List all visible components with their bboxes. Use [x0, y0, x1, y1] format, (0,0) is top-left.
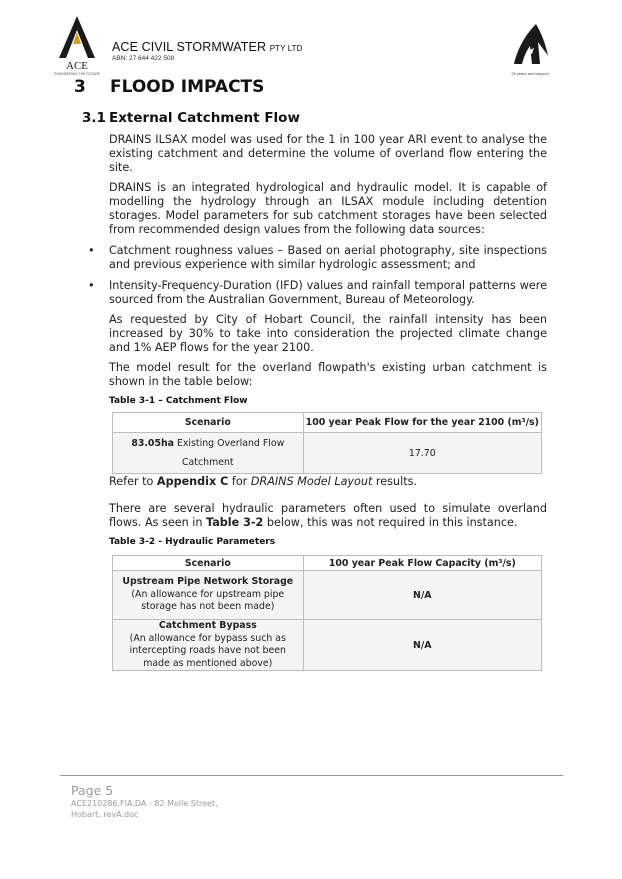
table-row: [113, 620, 542, 671]
ace-logo: [52, 14, 102, 76]
table-cell-scenario: Catchment Bypass (An allowance for bypass such as intercepting roads have not been made as mentioned above): [113, 620, 304, 671]
table-header-cell: 100 year Peak Flow Capacity (m³/s): [303, 556, 541, 571]
table-cell-scenario: 83.05ha Existing Overland Flow Catchment: [113, 433, 304, 474]
company-block: [112, 40, 303, 62]
bullet-1-symbol: •: [88, 244, 95, 257]
table-header-cell: Scenario: [113, 556, 304, 571]
paragraph-3: As requested by City of Hobart Council, the rainfall intensity has been increased by 30% to take into consideration the projected climate change and 1% AEP flows for the year 2100.: [109, 313, 547, 354]
paragraph-1: DRAINS ILSAX model was used for the 1 in 100 year ARI event to analyse the existing catchment and determine the volume of overland flow entering the site.: [109, 133, 547, 174]
table-header-cell: Scenario: [113, 413, 304, 433]
logo-tagline: ENGINEERING THE FUTURE: [53, 72, 101, 76]
document-reference: ACE210286,FIA.DA - 82 Molle Street, Hobart, revA.doc: [71, 799, 218, 819]
table-cell-value: 17.70: [303, 433, 541, 474]
hydraulic-parameters-table: [112, 555, 542, 671]
company-name: ACE CIVIL STORMWATER PTY LTD: [112, 40, 303, 54]
table-2-caption: Table 3-2 - Hydraulic Parameters: [109, 537, 276, 547]
page-number: Page 5: [71, 783, 114, 798]
table-row: [113, 433, 542, 474]
table-row: [113, 571, 542, 620]
footer-divider: [60, 775, 563, 776]
anniversary-logo: [508, 22, 552, 78]
appendix-reference: Refer to Appendix C for DRAINS Model Layout results.: [109, 475, 417, 488]
company-abn: ABN: 27 644 422 508: [112, 55, 175, 62]
table-cell-value: N/A: [303, 571, 541, 620]
bullet-2-text: Intensity-Frequency-Duration (IFD) values and rainfall temporal patterns were sourced from the Australian Government, Bureau of Meteorology.: [109, 279, 547, 306]
table-cell-scenario: Upstream Pipe Network Storage (An allowance for upstream pipe storage has not been made): [113, 571, 304, 620]
table-header-row: [113, 556, 542, 571]
paragraph-4: The model result for the overland flowpath's existing urban catchment is shown in the table below:: [109, 361, 547, 388]
logo-text: ACE: [66, 60, 88, 72]
paragraph-5: There are several hydraulic parameters often used to simulate overland flows. As seen in Table 3-2 below, this was not required in this instance.: [109, 502, 547, 529]
bullet-1-text: Catchment roughness values – Based on aerial photography, site inspections and previous experience with similar hydrologic assessment; and: [109, 244, 547, 271]
table-header-cell: 100 year Peak Flow for the year 2100 (m³/s): [303, 413, 541, 433]
catchment-flow-table: [112, 412, 542, 474]
table-cell-value: N/A: [303, 620, 541, 671]
subsection-heading: 3.1 External Catchment Flow: [82, 110, 300, 126]
paragraph-2: DRAINS is an integrated hydrological and hydraulic model. It is capable of modelling the hydrology through an ILSAX module including detention storages. Model parameters for sub catchment storages have been selected from recommended design values from the following data sources:: [109, 181, 547, 236]
table-header-row: [113, 413, 542, 433]
bullet-2-symbol: •: [88, 279, 95, 292]
table-1-caption: Table 3-1 – Catchment Flow: [109, 396, 248, 406]
section-heading: 3 FLOOD IMPACTS: [74, 77, 265, 97]
right-logo-caption: 25 years and beyond: [511, 71, 549, 76]
